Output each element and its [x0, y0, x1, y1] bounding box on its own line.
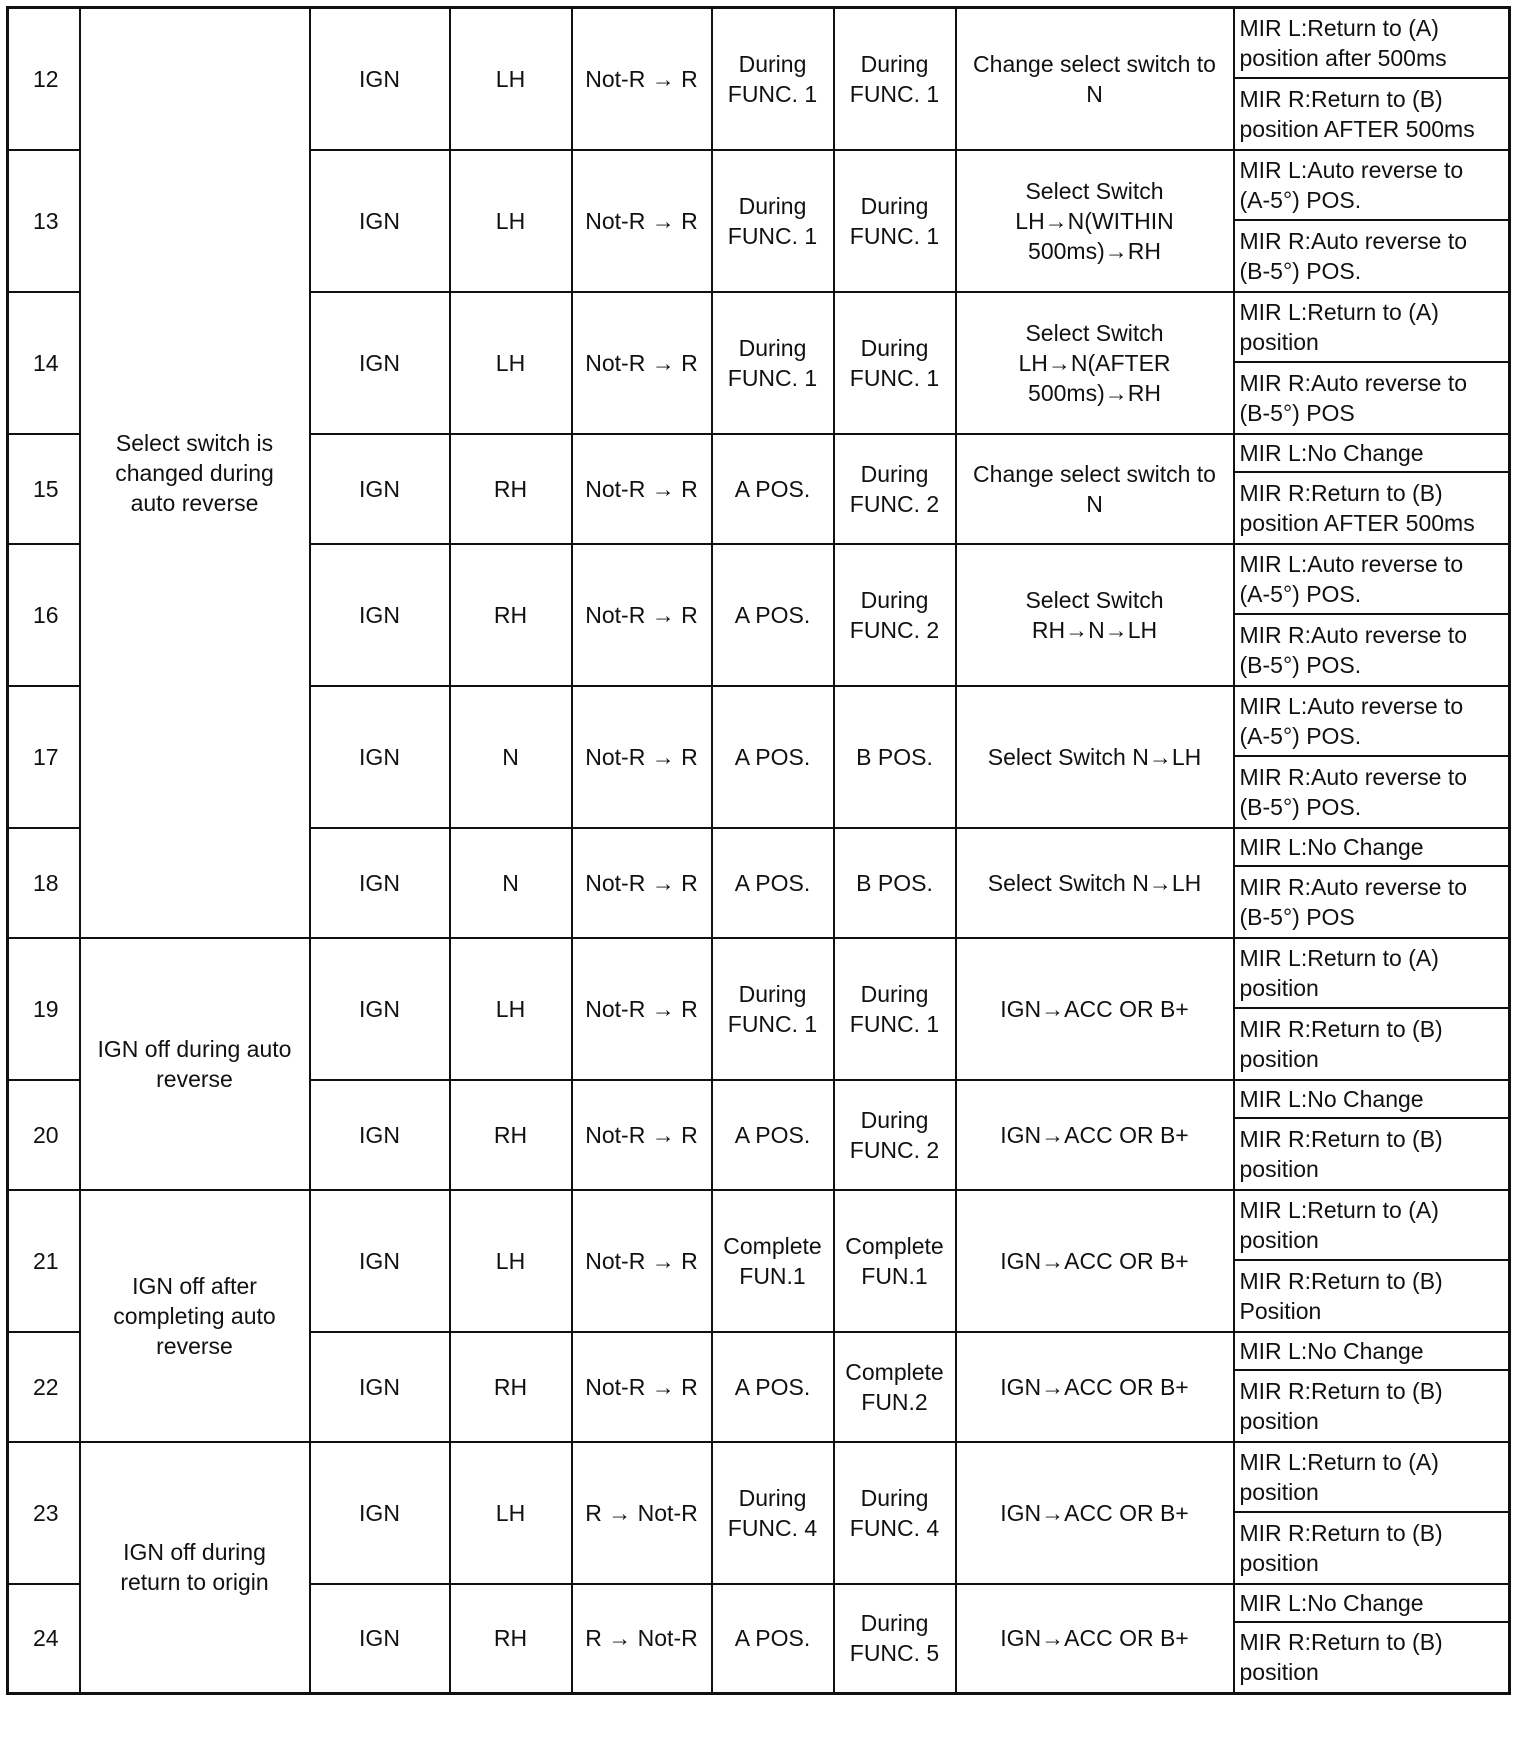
select-switch-cell: LH	[450, 1190, 572, 1332]
condition-group-label: IGN off during auto reverse	[80, 938, 310, 1190]
mirror-r-state-cell: Complete FUN.2	[834, 1332, 956, 1442]
result-mirror-r: MIR R:Return to (B) Position	[1234, 1260, 1510, 1332]
mirror-l-state-cell: During FUNC. 1	[712, 150, 834, 292]
row-number: 20	[8, 1080, 80, 1190]
mirror-l-state-cell: A POS.	[712, 1332, 834, 1442]
row-number: 16	[8, 544, 80, 686]
result-mirror-l: MIR L:Auto reverse to (A-5°) POS.	[1234, 686, 1510, 756]
select-switch-cell: LH	[450, 938, 572, 1080]
ignition-mode-cell: IGN	[310, 1080, 450, 1190]
row-number: 24	[8, 1584, 80, 1694]
shift-position-cell: Not-R → R	[572, 938, 712, 1080]
ignition-mode-cell: IGN	[310, 8, 450, 150]
ignition-mode-cell: IGN	[310, 1584, 450, 1694]
result-mirror-l: MIR L:No Change	[1234, 1080, 1510, 1118]
operation-cell: IGN→ACC OR B+	[956, 1584, 1234, 1694]
row-number: 22	[8, 1332, 80, 1442]
mirror-l-state-cell: A POS.	[712, 434, 834, 544]
result-mirror-r: MIR R:Auto reverse to (B-5°) POS.	[1234, 756, 1510, 828]
mirror-l-state-cell: A POS.	[712, 1080, 834, 1190]
shift-position-cell: R → Not-R	[572, 1442, 712, 1584]
row-number: 23	[8, 1442, 80, 1584]
select-switch-cell: RH	[450, 1332, 572, 1442]
row-number: 13	[8, 150, 80, 292]
shift-position-cell: Not-R → R	[572, 1190, 712, 1332]
mirror-l-state-cell: During FUNC. 1	[712, 8, 834, 150]
mirror-r-state-cell: During FUNC. 4	[834, 1442, 956, 1584]
operation-cell: Select Switch LH→N(WITHIN 500ms)→RH	[956, 150, 1234, 292]
result-mirror-l: MIR L:No Change	[1234, 1332, 1510, 1370]
result-mirror-l: MIR L:Return to (A) position	[1234, 292, 1510, 362]
ignition-mode-cell: IGN	[310, 1332, 450, 1442]
mirror-l-state-cell: During FUNC. 4	[712, 1442, 834, 1584]
select-switch-cell: RH	[450, 434, 572, 544]
operation-cell: Change select switch to N	[956, 8, 1234, 150]
mirror-r-state-cell: B POS.	[834, 686, 956, 828]
row-number: 21	[8, 1190, 80, 1332]
mirror-r-state-cell: During FUNC. 2	[834, 1080, 956, 1190]
condition-group-label: Select switch is changed during auto reverse	[80, 8, 310, 938]
shift-position-cell: Not-R → R	[572, 8, 712, 150]
result-mirror-l: MIR L:No Change	[1234, 1584, 1510, 1622]
mirror-l-state-cell: A POS.	[712, 828, 834, 938]
result-mirror-r: MIR R:Return to (B) position AFTER 500ms	[1234, 472, 1510, 544]
operation-cell: IGN→ACC OR B+	[956, 1442, 1234, 1584]
select-switch-cell: RH	[450, 1080, 572, 1190]
condition-group-label: IGN off during return to origin	[80, 1442, 310, 1694]
result-mirror-l: MIR L:Auto reverse to (A-5°) POS.	[1234, 544, 1510, 614]
result-mirror-r: MIR R:Auto reverse to (B-5°) POS.	[1234, 614, 1510, 686]
ignition-mode-cell: IGN	[310, 1190, 450, 1332]
mirror-l-state-cell: A POS.	[712, 686, 834, 828]
result-mirror-r: MIR R:Return to (B) position AFTER 500ms	[1234, 78, 1510, 150]
select-switch-cell: LH	[450, 1442, 572, 1584]
ignition-mode-cell: IGN	[310, 150, 450, 292]
row-number: 17	[8, 686, 80, 828]
operation-cell: IGN→ACC OR B+	[956, 1332, 1234, 1442]
shift-position-cell: Not-R → R	[572, 150, 712, 292]
result-mirror-l: MIR L:Auto reverse to (A-5°) POS.	[1234, 150, 1510, 220]
result-mirror-l: MIR L:Return to (A) position after 500ms	[1234, 8, 1510, 78]
row-number: 15	[8, 434, 80, 544]
result-mirror-l: MIR L:No Change	[1234, 434, 1510, 472]
shift-position-cell: Not-R → R	[572, 434, 712, 544]
result-mirror-r: MIR R:Auto reverse to (B-5°) POS	[1234, 866, 1510, 938]
table-row	[8, 8, 1510, 78]
auto-reverse-test-table	[6, 6, 1511, 1695]
mirror-r-state-cell: During FUNC. 2	[834, 544, 956, 686]
mirror-r-state-cell: During FUNC. 1	[834, 150, 956, 292]
mirror-l-state-cell: A POS.	[712, 1584, 834, 1694]
mirror-r-state-cell: B POS.	[834, 828, 956, 938]
operation-cell: Select Switch LH→N(AFTER 500ms)→RH	[956, 292, 1234, 434]
row-number: 19	[8, 938, 80, 1080]
mirror-r-state-cell: During FUNC. 5	[834, 1584, 956, 1694]
result-mirror-l: MIR L:No Change	[1234, 828, 1510, 866]
table-row	[8, 938, 1510, 1008]
shift-position-cell: Not-R → R	[572, 544, 712, 686]
ignition-mode-cell: IGN	[310, 938, 450, 1080]
operation-cell: Select Switch RH→N→LH	[956, 544, 1234, 686]
table-row	[8, 1442, 1510, 1512]
shift-position-cell: Not-R → R	[572, 828, 712, 938]
operation-cell: IGN→ACC OR B+	[956, 938, 1234, 1080]
row-number: 12	[8, 8, 80, 150]
ignition-mode-cell: IGN	[310, 1442, 450, 1584]
shift-position-cell: R → Not-R	[572, 1584, 712, 1694]
mirror-l-state-cell: A POS.	[712, 544, 834, 686]
ignition-mode-cell: IGN	[310, 292, 450, 434]
operation-cell: Select Switch N→LH	[956, 686, 1234, 828]
result-mirror-l: MIR L:Return to (A) position	[1234, 938, 1510, 1008]
result-mirror-r: MIR R:Return to (B) position	[1234, 1370, 1510, 1442]
result-mirror-r: MIR R:Auto reverse to (B-5°) POS.	[1234, 220, 1510, 292]
result-mirror-r: MIR R:Return to (B) position	[1234, 1118, 1510, 1190]
mirror-l-state-cell: During FUNC. 1	[712, 938, 834, 1080]
ignition-mode-cell: IGN	[310, 828, 450, 938]
shift-position-cell: Not-R → R	[572, 292, 712, 434]
operation-cell: Change select switch to N	[956, 434, 1234, 544]
row-number: 18	[8, 828, 80, 938]
result-mirror-r: MIR R:Return to (B) position	[1234, 1622, 1510, 1694]
table-row	[8, 1190, 1510, 1260]
select-switch-cell: N	[450, 828, 572, 938]
ignition-mode-cell: IGN	[310, 434, 450, 544]
result-mirror-l: MIR L:Return to (A) position	[1234, 1442, 1510, 1512]
operation-cell: IGN→ACC OR B+	[956, 1190, 1234, 1332]
mirror-r-state-cell: Complete FUN.1	[834, 1190, 956, 1332]
condition-group-label: IGN off after completing auto reverse	[80, 1190, 310, 1442]
mirror-l-state-cell: During FUNC. 1	[712, 292, 834, 434]
operation-cell: Select Switch N→LH	[956, 828, 1234, 938]
shift-position-cell: Not-R → R	[572, 1332, 712, 1442]
ignition-mode-cell: IGN	[310, 544, 450, 686]
shift-position-cell: Not-R → R	[572, 686, 712, 828]
select-switch-cell: LH	[450, 8, 572, 150]
mirror-r-state-cell: During FUNC. 1	[834, 938, 956, 1080]
result-mirror-r: MIR R:Auto reverse to (B-5°) POS	[1234, 362, 1510, 434]
result-mirror-r: MIR R:Return to (B) position	[1234, 1512, 1510, 1584]
row-number: 14	[8, 292, 80, 434]
shift-position-cell: Not-R → R	[572, 1080, 712, 1190]
select-switch-cell: N	[450, 686, 572, 828]
select-switch-cell: RH	[450, 544, 572, 686]
select-switch-cell: LH	[450, 150, 572, 292]
result-mirror-r: MIR R:Return to (B) position	[1234, 1008, 1510, 1080]
select-switch-cell: LH	[450, 292, 572, 434]
mirror-r-state-cell: During FUNC. 1	[834, 8, 956, 150]
mirror-l-state-cell: Complete FUN.1	[712, 1190, 834, 1332]
ignition-mode-cell: IGN	[310, 686, 450, 828]
mirror-r-state-cell: During FUNC. 1	[834, 292, 956, 434]
operation-cell: IGN→ACC OR B+	[956, 1080, 1234, 1190]
select-switch-cell: RH	[450, 1584, 572, 1694]
mirror-r-state-cell: During FUNC. 2	[834, 434, 956, 544]
result-mirror-l: MIR L:Return to (A) position	[1234, 1190, 1510, 1260]
